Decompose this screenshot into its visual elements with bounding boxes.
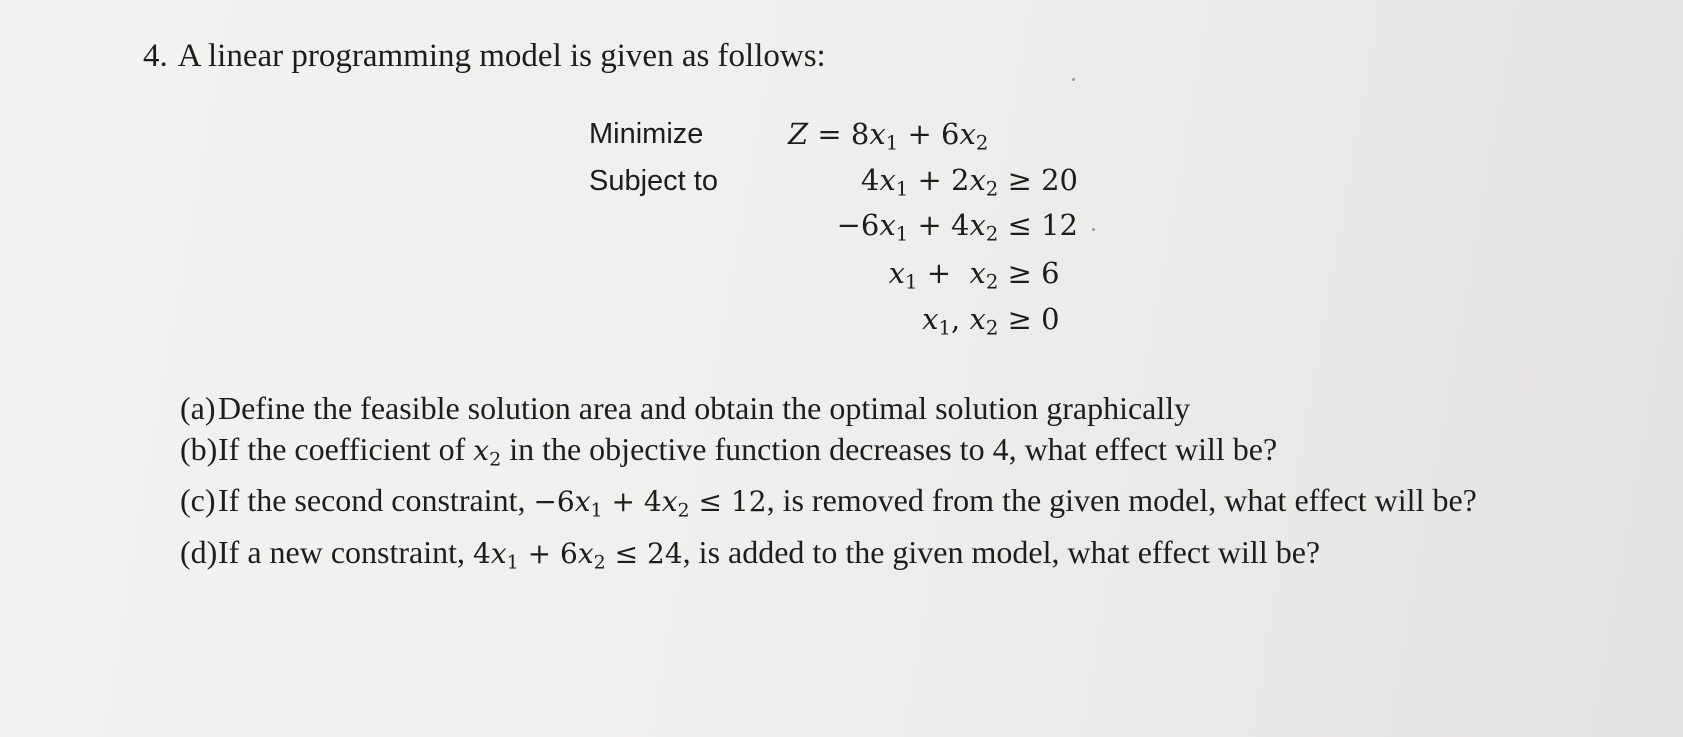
paper-speck <box>1092 228 1095 231</box>
part-text-before: If a new constraint, <box>218 533 466 570</box>
variable-x2: $x_2$ <box>473 434 502 471</box>
nonnegativity-constraint: $x_1$, $x_2 \ge 0$ <box>922 302 1060 340</box>
inline-constraint: $-6x_1 + 4x_2 \le 12$ <box>533 485 767 522</box>
objective-function: $Z = 8x_1 + 6x_2$ <box>788 117 989 155</box>
part-b <box>180 429 1560 480</box>
part-label: (b) <box>180 431 218 467</box>
inline-constraint: $4x_1 + 6x_2 \le 24$ <box>473 536 683 573</box>
constraint-1: $4x_1 + 2x_2 \ge 20$ <box>860 163 1078 201</box>
part-text-after: in the objective function decreases to 4, what effect will be? <box>509 431 1278 467</box>
constraint-3: $x_1 + x_2 \ge 6$ <box>888 256 1060 294</box>
part-d <box>180 532 1560 583</box>
question-parts <box>180 388 1560 583</box>
constraint-2: $-6x_1 + 4x_2 \le 12$ <box>836 208 1078 246</box>
objective-label: Minimize <box>589 118 704 150</box>
part-text-after: , is removed from the given model, what effect will be? <box>766 482 1477 519</box>
part-label: (d) <box>180 533 218 570</box>
paper-speck <box>1072 78 1075 81</box>
part-label: (a) <box>180 390 216 426</box>
part-text-after: , is added to the given model, what effect will be? <box>682 533 1321 570</box>
question-text: A linear programming model is given as follows: <box>177 38 826 74</box>
part-a <box>180 388 1560 429</box>
question-number: 4. <box>143 38 168 74</box>
part-text: Define the feasible solution area and obtain the optimal solution graphically <box>218 390 1191 426</box>
part-text-before: If the second constraint, <box>218 482 526 519</box>
part-label: (c) <box>180 482 216 519</box>
lp-model-equations <box>700 0 1078 340</box>
part-c <box>180 480 1540 531</box>
part-text-before: If the coefficient of <box>218 431 466 467</box>
constraints-label: Subject to <box>589 165 718 197</box>
